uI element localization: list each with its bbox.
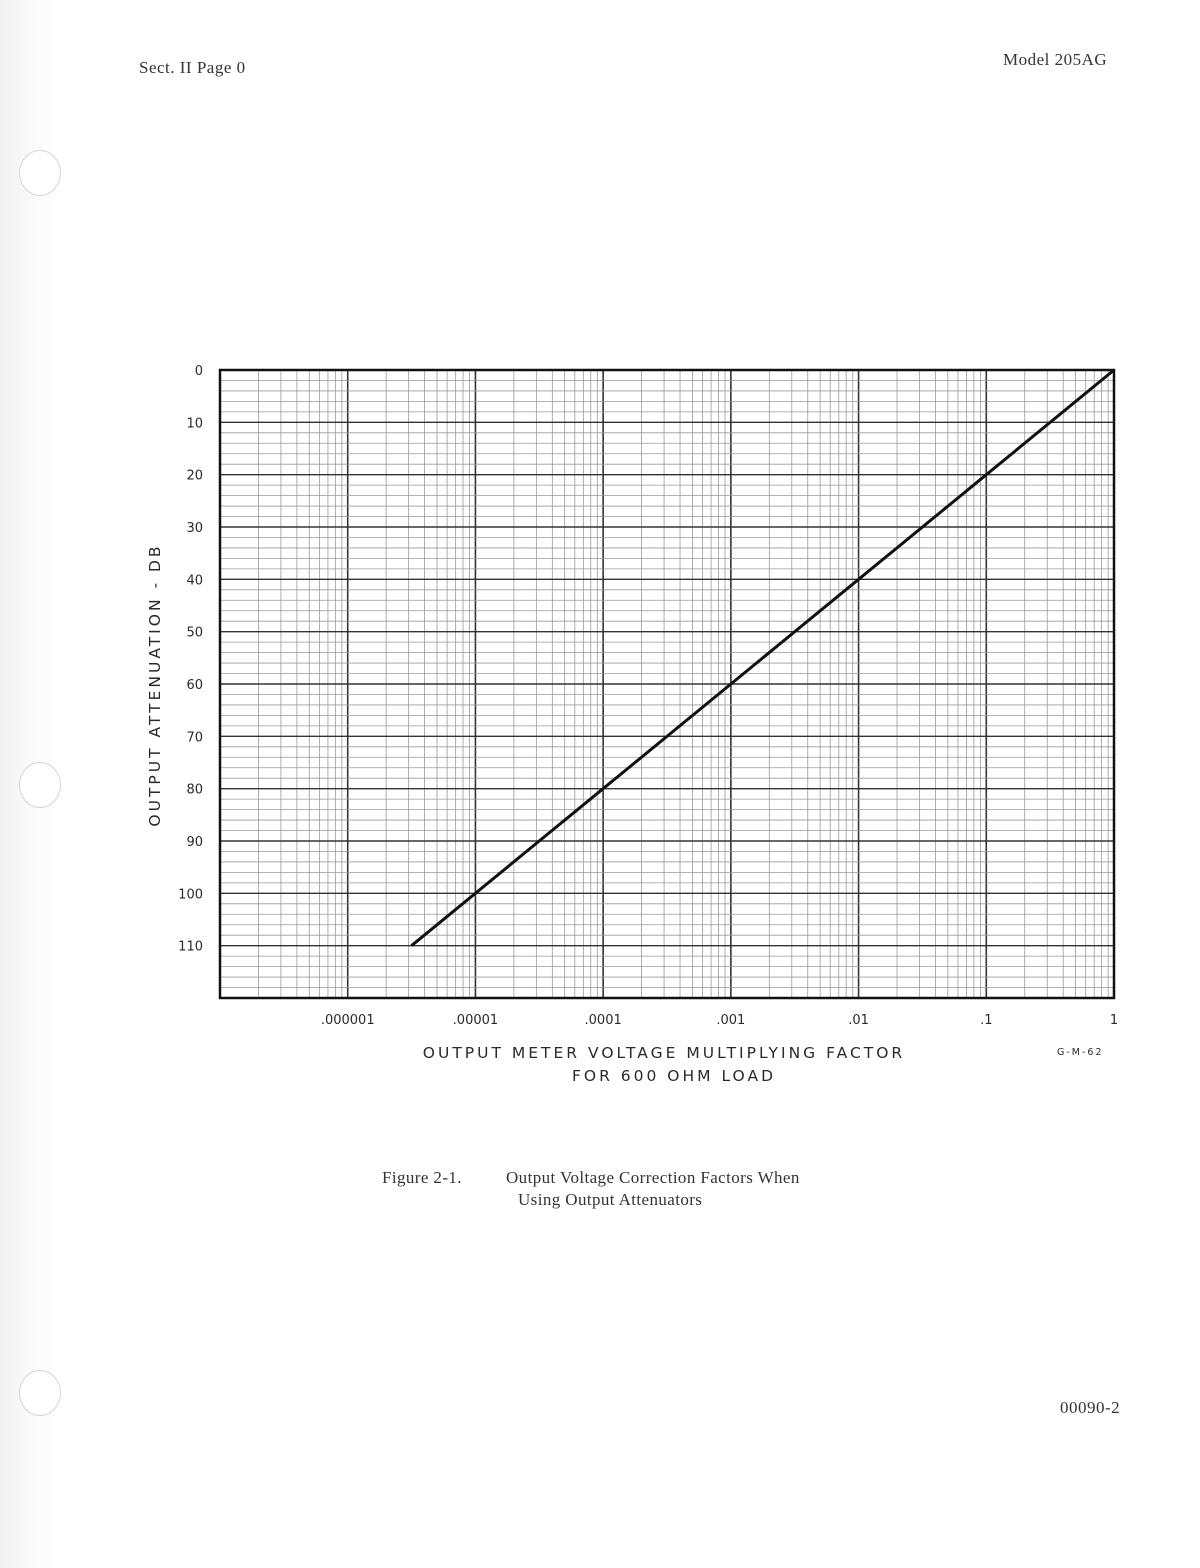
figure-caption-line1: Output Voltage Correction Factors When [506,1168,800,1187]
y-tick-label: 20 [186,468,203,484]
y-tick-label: 100 [178,887,203,903]
y-tick-label: 50 [186,625,203,641]
y-tick-label: 40 [186,573,203,589]
x-tick-label: 1 [1109,1013,1119,1028]
y-tick-label: 90 [186,835,203,850]
y-axis-label: OUTPUT ATTENUATION - DB [146,543,164,827]
document-number: 00090-2 [1060,1398,1121,1417]
x-tick-label: .1 [980,1013,993,1028]
x-tick-label: .00001 [452,1013,499,1028]
chart-grid [220,370,1114,998]
drawing-code: G-M-62 [1057,1047,1104,1058]
y-tick-label: 10 [186,416,203,432]
y-tick-label: 0 [194,364,203,379]
x-tick-label: .0001 [584,1013,622,1028]
figure-caption-line2: Using Output Attenuators [518,1190,703,1209]
x-tick-label: .000001 [320,1013,375,1028]
x-tick-label: .01 [848,1013,869,1028]
figure-number: Figure 2-1. [382,1168,462,1187]
x-axis-label-line2: FOR 600 OHM LOAD [571,1067,777,1085]
y-tick-label: 80 [186,782,203,798]
x-tick-label: .001 [716,1013,746,1028]
x-axis-label-line1: OUTPUT METER VOLTAGE MULTIPLYING FACTOR [422,1044,906,1062]
x-tick-labels [321,1013,1118,1028]
y-tick-label: 30 [186,521,203,536]
section-page-header: Sect. II Page 0 [139,58,246,77]
y-tick-labels [178,364,203,955]
y-tick-label: 70 [186,730,203,746]
y-tick-label: 110 [178,939,203,955]
series-line [412,370,1115,946]
y-tick-label: 60 [186,678,203,693]
model-header: Model 205AG [1003,50,1108,69]
